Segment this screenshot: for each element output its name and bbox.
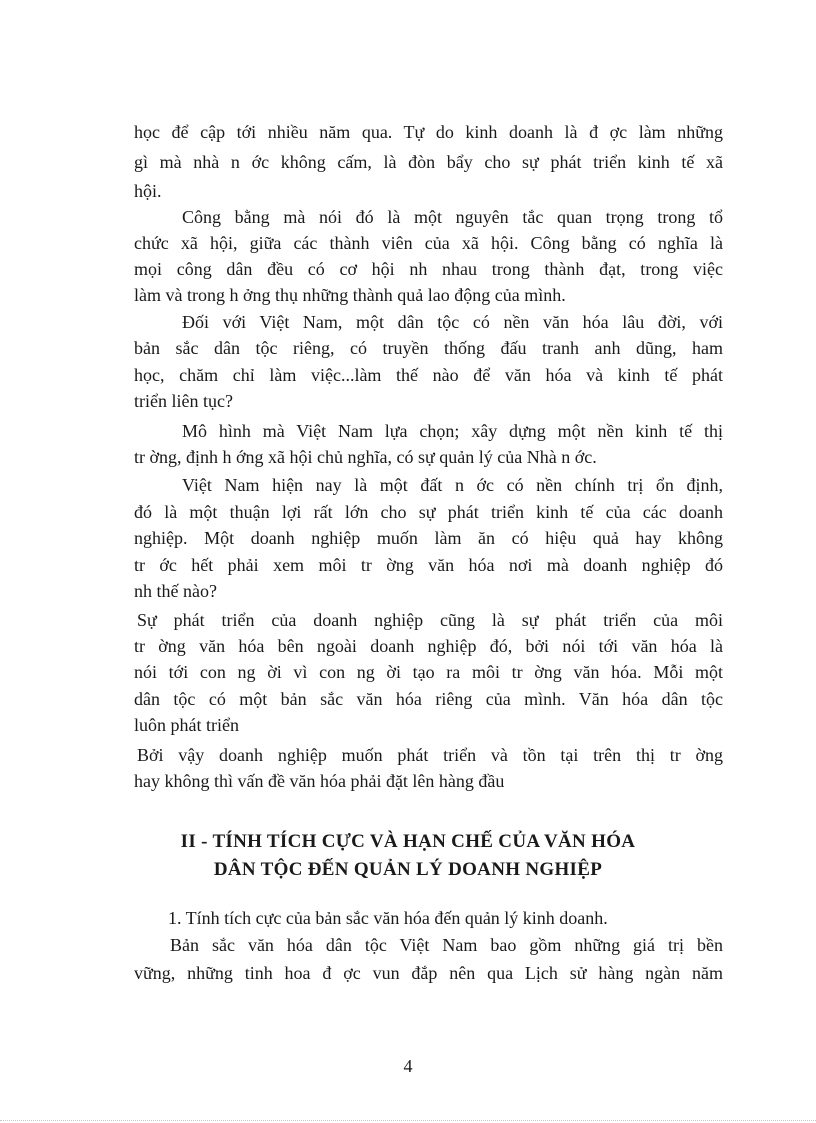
paragraph-7-line-1: Bởi vậy doanh nghiệp muốn phát triển và tồn tại trên thị tr ờng — [137, 745, 723, 765]
paragraph-7-line-2: hay không thì vấn đề văn hóa phải đặt lên hàng đầu — [134, 771, 505, 791]
page-number: 4 — [403, 1056, 413, 1076]
paragraph-8-line-2: vững, những tinh hoa đ ợc vun đắp nên qua Lịch sử hàng ngàn năm — [134, 963, 723, 983]
paragraph-8-line-1: Bản sắc văn hóa dân tộc Việt Nam bao gồm những giá trị bền — [170, 935, 723, 955]
paragraph-4-line-2: tr ờng, định h ớng xã hội chủ nghĩa, có sự quản lý của Nhà n ớc. — [134, 447, 597, 467]
section-heading-line-1: II - TÍNH TÍCH CỰC VÀ HẠN CHẾ CỦA VĂN HÓA — [180, 831, 636, 852]
paragraph-6-line-5: luôn phát triển — [134, 715, 239, 735]
paragraph-2-line-1: Công bằng mà nói đó là một nguyên tắc quan trọng trong tổ — [182, 207, 723, 227]
paragraph-3-line-4: triển liên tục? — [134, 391, 233, 411]
section-heading-line-2: DÂN TỘC ĐẾN QUẢN LÝ DOANH NGHIỆP — [213, 859, 603, 880]
paragraph-5-line-3: nghiệp. Một doanh nghiệp muốn làm ăn có hiệu quả hay không — [134, 528, 723, 548]
paragraph-3-line-3: học, chăm chỉ làm việc...làm thế nào để văn hóa và kinh tế phát — [134, 365, 723, 385]
paragraph-3-line-1: Đối với Việt Nam, một dân tộc có nền văn hóa lâu đời, với — [182, 312, 723, 332]
paragraph-3-line-2: bản sắc dân tộc riêng, có truyền thống đấu tranh anh dũng, ham — [134, 338, 723, 358]
paragraph-5-line-5: nh thế nào? — [134, 581, 217, 601]
paragraph-5-line-1: Việt Nam hiện nay là một đất n ớc có nền chính trị ổn định, — [182, 475, 723, 495]
paragraph-2-line-2: chức xã hội, giữa các thành viên của xã hội. Công bằng có nghĩa là — [134, 233, 723, 253]
paragraph-1-line-2: gì mà nhà n ớc không cấm, là đòn bẩy cho sự phát triển kinh tế xã — [134, 152, 723, 172]
paragraph-1-line-1: học để cập tới nhiều năm qua. Tự do kinh doanh là đ ợc làm những — [134, 122, 723, 142]
paragraph-5-line-4: tr ớc hết phải xem môi tr ờng văn hóa nơi mà doanh nghiệp đó — [134, 555, 723, 575]
paragraph-2-line-3: mọi công dân đều có cơ hội nh nhau trong thành đạt, trong việc — [134, 259, 723, 279]
page-bottom-rule — [0, 1120, 816, 1121]
paragraph-2-line-4: làm và trong h ởng thụ những thành quả lao động của mình. — [134, 285, 566, 305]
paragraph-4-line-1: Mô hình mà Việt Nam lựa chọn; xây dựng một nền kinh tế thị — [182, 421, 723, 441]
paragraph-1-line-3: hội. — [134, 181, 162, 201]
paragraph-6-line-2: tr ờng văn hóa bên ngoài doanh nghiệp đó, bởi nói tới văn hóa là — [134, 636, 723, 656]
paragraph-6-line-4: dân tộc có một bản sắc văn hóa riêng của mình. Văn hóa dân tộc — [134, 689, 723, 709]
paragraph-5-line-2: đó là một thuận lợi rất lớn cho sự phát triển kinh tế của các doanh — [134, 502, 723, 522]
subsection-heading: 1. Tính tích cực của bản sắc văn hóa đến quản lý kinh doanh. — [168, 908, 608, 928]
paragraph-6-line-1: Sự phát triển của doanh nghiệp cũng là sự phát triển của môi — [137, 610, 723, 630]
paragraph-6-line-3: nói tới con ng ời vì con ng ời tạo ra môi tr ờng văn hóa. Mỗi một — [134, 662, 723, 682]
